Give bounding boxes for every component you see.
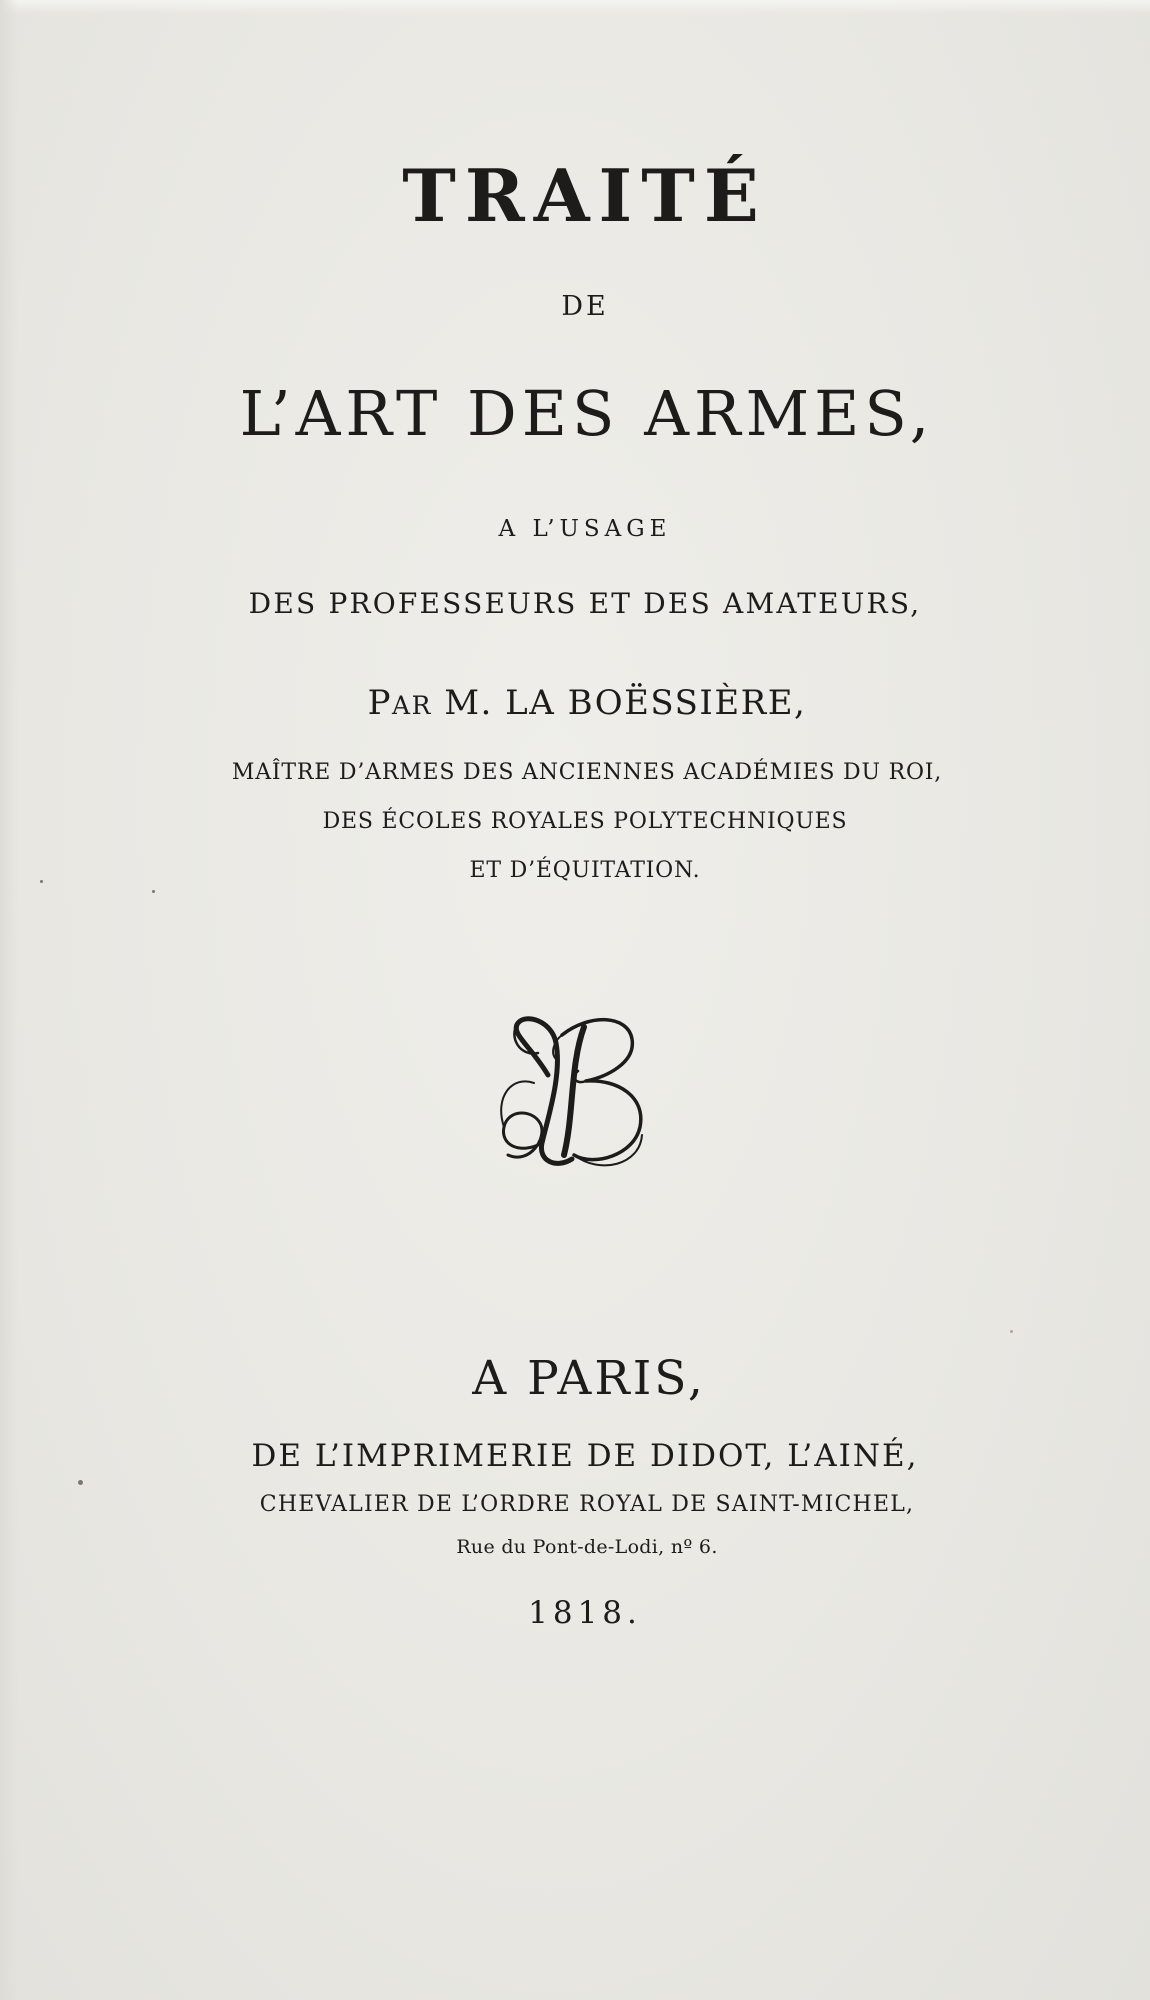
imprint-city: A PARIS, [472,1351,706,1406]
author-prefix-initial: P [367,683,393,723]
author-name: M. LA BOËSSIÈRE, [444,683,807,723]
author-line [12,683,1150,723]
book-subject: L’ART DES ARMES, [239,377,935,450]
imprint-printer: DE L’IMPRIMERIE DE DIDOT, L’AINÉ, [251,1438,919,1474]
author-prefix-rest: AR [392,691,432,720]
paper-speck [152,890,155,893]
paper-speck [1010,1330,1013,1333]
credential-line-2: DES ÉCOLES ROYALES POLYTECHNIQUES [322,809,848,834]
imprint-address: Rue du Pont-de-Lodi, nº 6. [456,1536,718,1558]
title-connector: DE [561,291,609,322]
credential-line-3: ET D’ÉQUITATION. [469,858,701,883]
audience-line: DES PROFESSEURS ET DES AMATEURS, [248,587,922,620]
book-title: TRAITÉ [402,153,768,238]
usage-line: A L’USAGE [498,516,672,542]
imprint-year: 1818. [528,1595,642,1631]
paper-speck [78,1480,83,1485]
imprint-printer-title: CHEVALIER DE L’ORDRE ROYAL DE SAINT-MICHEL, [259,1492,915,1517]
paper-speck [40,880,43,883]
credential-line-1: MAÎTRE D’ARMES DES ANCIENNES ACADÉMIES DU ROI, [231,760,943,785]
lb-monogram-icon [490,1005,650,1175]
